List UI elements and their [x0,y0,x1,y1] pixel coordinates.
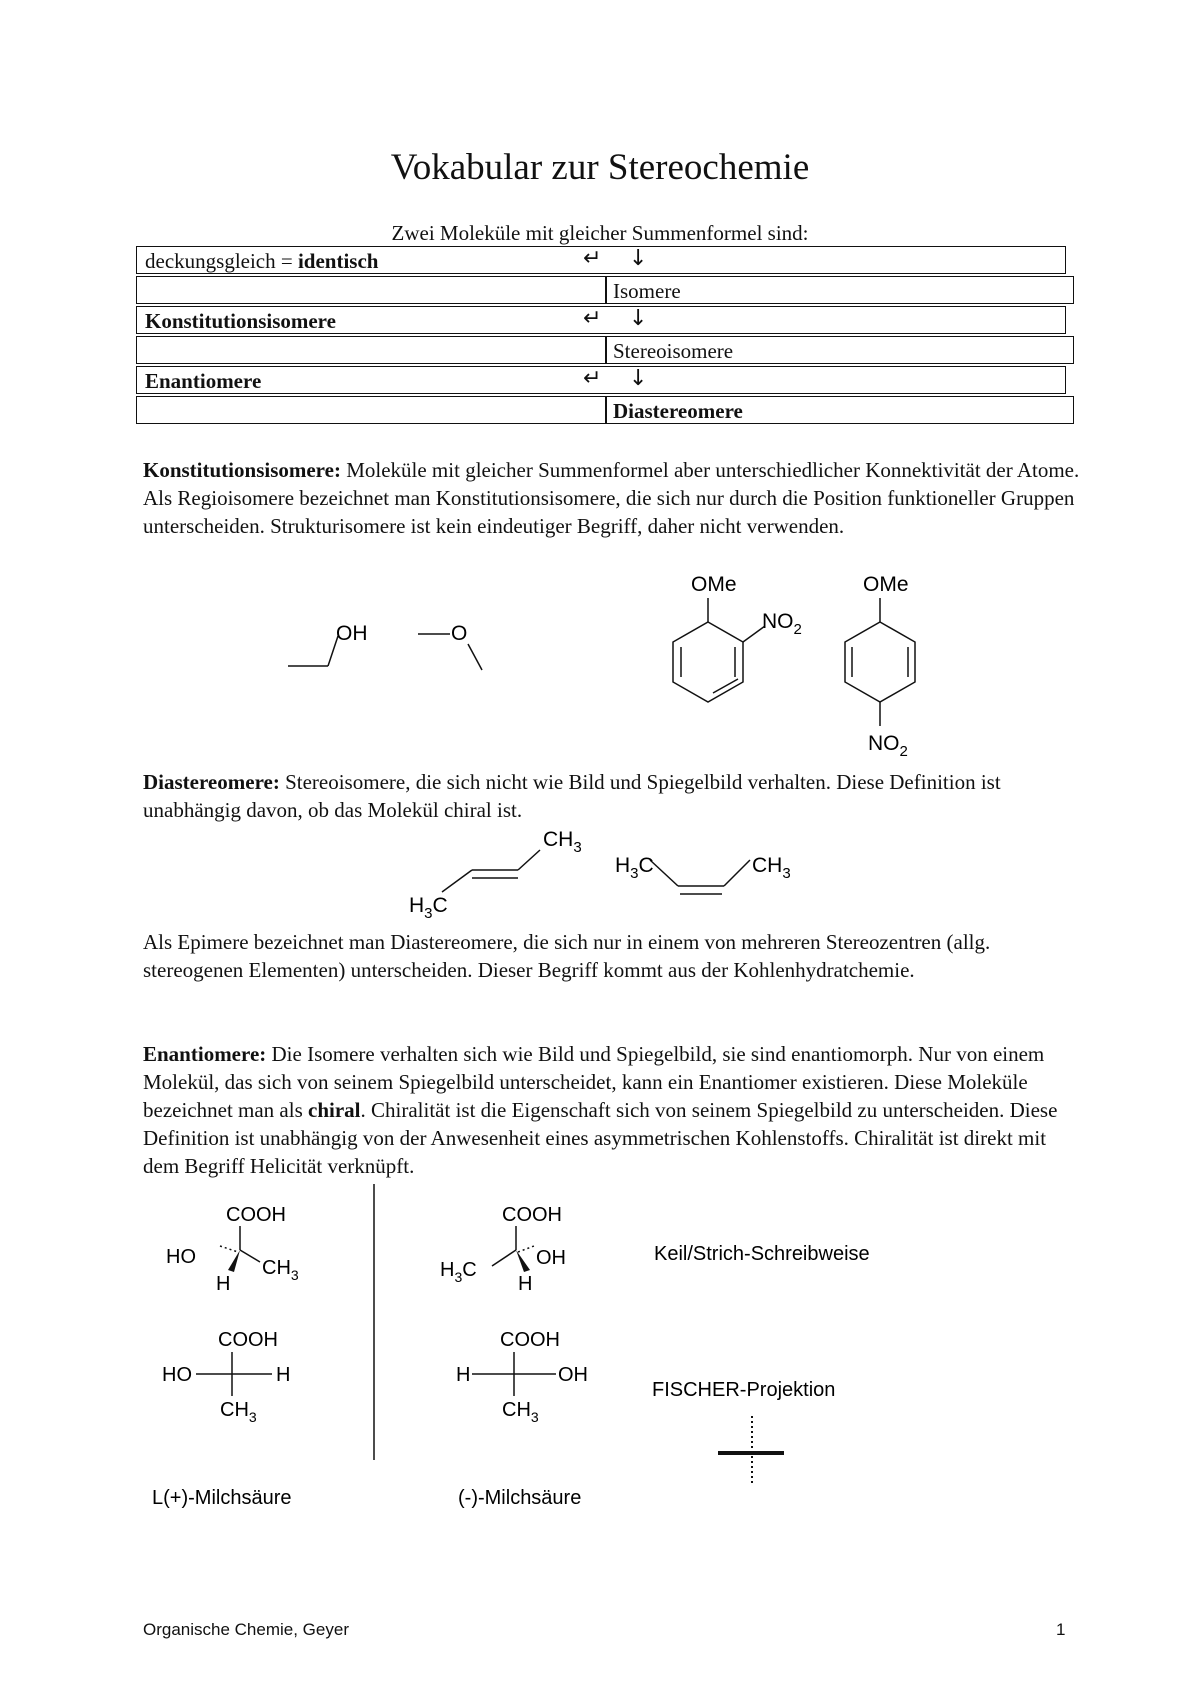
page-title: Vokabular zur Stereochemie [390,147,810,188]
diastereomere-label: Diastereomere [613,399,743,423]
oh-label: OH [536,1247,566,1269]
cooh-label: COOH [218,1329,278,1351]
diastereomere-paragraph: Diastereomere: Stereoisomere, die sich nicht wie Bild und Spiegelbild verhalten. Diese Definition ist unabhängig davon, ob das Molekül chiral ist. [143,770,1001,822]
ch3-label: $CH_3$ [220,1399,257,1425]
cooh-label: COOH [502,1204,562,1226]
butene-isomers-diagram [400,820,820,920]
page-subtitle: Zwei Moleküle mit gleicher Summenformel sind: [391,221,809,245]
wedge-notation-label: Keil/Strich-Schreibweise [654,1243,870,1265]
table-row-isomere [136,276,1074,304]
h3c-label: $H_3C$ [409,894,448,920]
oh-label: OH [336,622,368,645]
no2-label-para: $NO_2$ [868,732,908,760]
h-label: H [456,1364,471,1386]
ch3-label: $CH_3$ [262,1257,299,1283]
o-label: O [451,622,468,645]
return-arrow-icon: ↵ [583,366,602,391]
ome-label: OMe [691,573,737,596]
stereoisomere-label: Stereoisomere [613,339,734,363]
ch3-label: $CH_3$ [502,1399,539,1425]
constitution-label: Konstitutionsisomere [145,309,336,333]
l-lactic-acid-label: L(+)-Milchsäure [152,1487,292,1509]
cooh-label: COOH [500,1329,560,1351]
fischer-projection-label: FISCHER-Projektion [652,1379,836,1401]
h-label: H [276,1364,291,1386]
h3c-label-cis: $H_3C$ [615,854,654,882]
fischer-cross-icon [718,1416,784,1486]
identical-label: deckungsgleich = identisch [145,249,379,273]
table-row-enantiomere [136,366,1066,394]
h3c-label: $H_3C$ [440,1259,477,1285]
down-arrow-icon: ↓ [629,246,648,271]
constitution-isomers-diagram [270,560,970,760]
table-row-constitution [136,306,1066,334]
lactic-acid-diagram [140,1180,960,1520]
isomere-label: Isomere [613,279,681,303]
table-row-diastereomere [136,396,1074,424]
table-row-stereoisomere [136,336,1074,364]
page-number: 1 [1056,1620,1066,1639]
ch3-label-cis: $CH_3$ [752,854,791,882]
ch3-label: $CH_3$ [543,828,582,856]
enantiomere-label: Enantiomere [145,369,262,393]
d-lactic-acid-label: (-)-Milchsäure [458,1487,582,1509]
cooh-label: COOH [226,1204,286,1226]
oh-label: OH [558,1364,588,1386]
enantiomere-paragraph: Enantiomere: Die Isomere verhalten sich wie Bild und Spiegelbild, sie sind enantiomorph. Nur von einem Molekül, das sich von seinem Spiegelbild unterscheidet, kann ein Enantiomer existieren. Diese Moleküle bezeichnet man als chiral. Chiralität ist die Eigenschaft sich von seinem Spiegelbild zu unterscheiden. Diese Definition ist unabhängig von der Anwesenheit eines asymmetrischen Kohlenstoffs. Chiralität ist direkt mit dem Begriff Helicität verknüpft. [143,1042,1058,1178]
table-row-identical [136,246,1066,274]
constitution-paragraph: Konstitutionsisomere: Moleküle mit gleicher Summenformel aber unterschiedlicher Konnektivität der Atome. Als Regioisomere bezeichnet man Konstitutionsisomere, die sich nur durch die Position funktioneller Gruppen unterscheiden. Strukturisomere ist kein eindeutiger Begriff, daher nicht verwenden. [143,458,1080,538]
down-arrow-icon: ↓ [629,366,648,391]
epimere-paragraph: Als Epimere bezeichnet man Diastereomere, die sich nur in einem von mehreren Stereozentren (allg. stereogenen Elementen) unterscheiden. Dieser Begriff kommt aus der Kohlenhydratchemie. [143,930,991,982]
classification-table [136,246,1075,424]
ho-label: HO [166,1246,196,1268]
ome-label-para: OMe [863,573,909,596]
return-arrow-icon: ↵ [583,306,602,331]
no2-label: $NO_2$ [762,610,802,638]
ho-label: HO [162,1364,192,1386]
down-arrow-icon: ↓ [629,306,648,331]
return-arrow-icon: ↵ [583,246,602,271]
h-label: H [216,1273,231,1295]
h-label: H [518,1273,533,1295]
footer-author: Organische Chemie, Geyer [143,1620,349,1639]
